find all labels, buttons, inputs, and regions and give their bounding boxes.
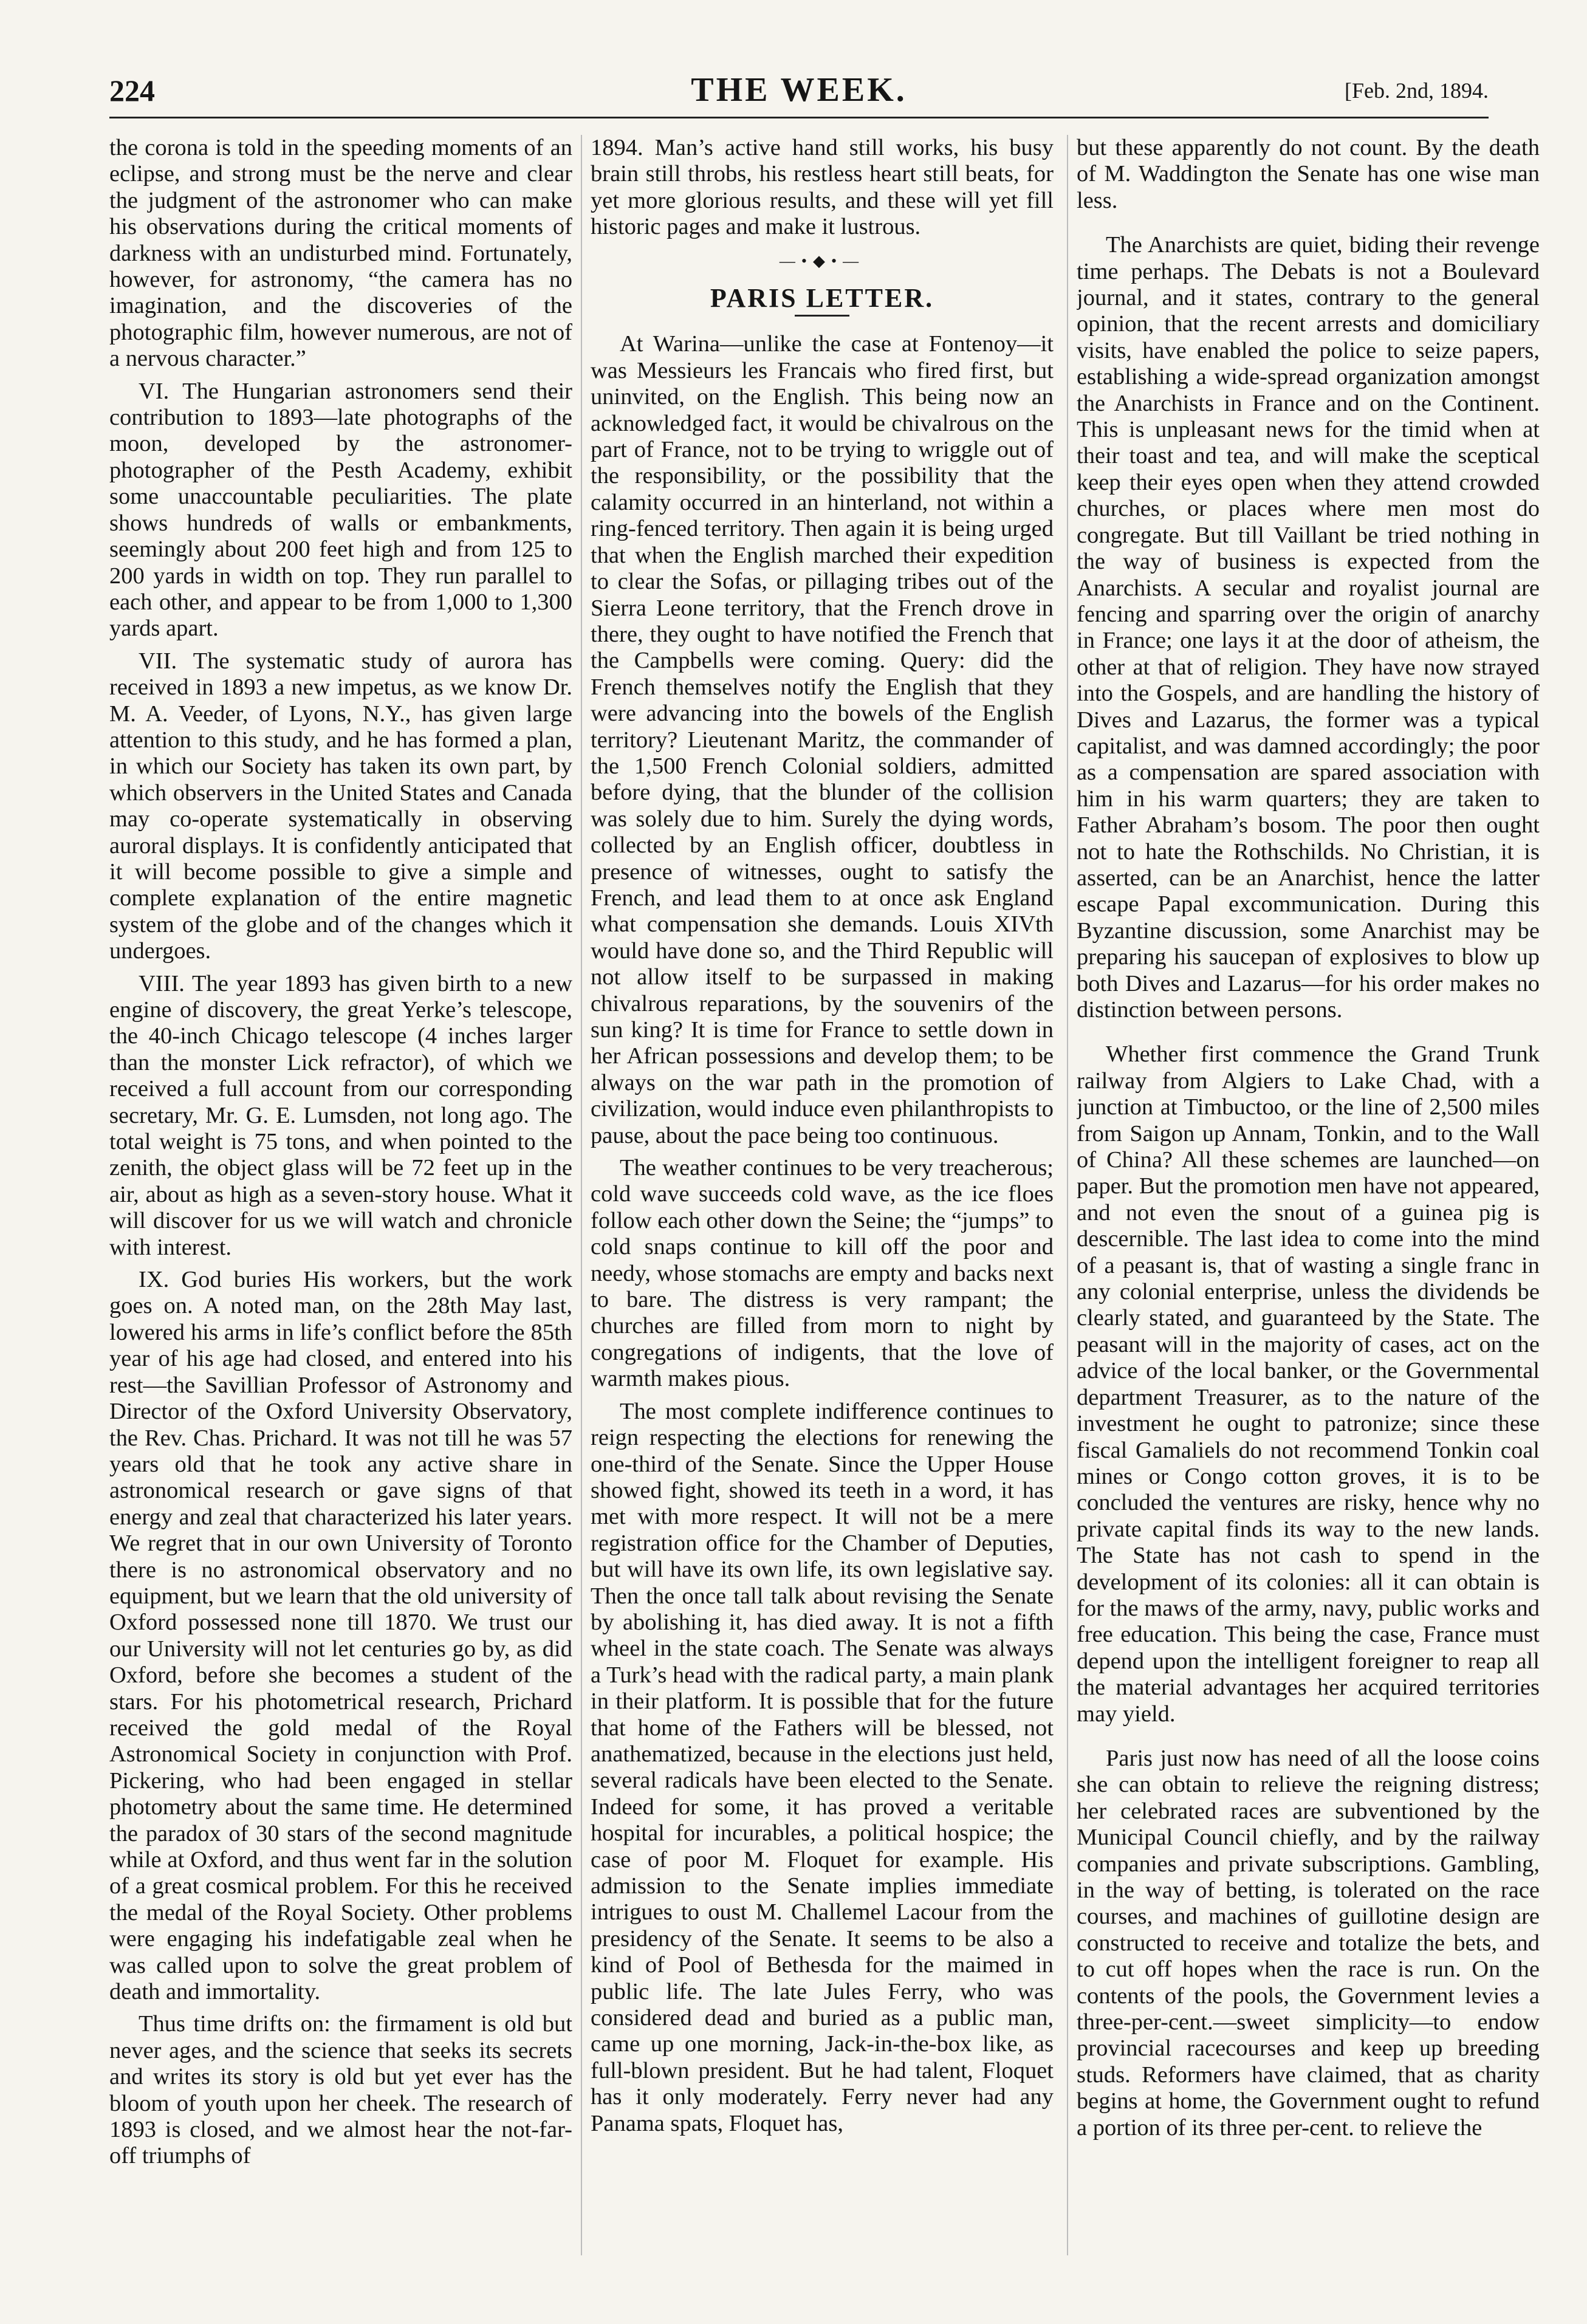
paragraph: VIII. The year 1893 has given birth to a new engine of discovery, the great Yerke’s telescope, the 40-inch Chicago telescope (4 inches larger than the monster Lick refractor), of which we received a full account from our corresponding secretary, Mr. G. E. Lumsden, not long ago. The total weight is 75 tons, and when pointed to the zenith, the object glass will be 72 feet up in the air, about as high as a seven-story house. What it will discover for us we will watch and chronicle with interest. [109, 970, 572, 1260]
column-3 [1077, 135, 1540, 2255]
paragraph: but these apparently do not count. By the death of M. Waddington the Senate has one wise man less. [1077, 135, 1540, 213]
paragraph: Thus time drifts on: the firmament is old but never ages, and the science that seeks its secrets and writes its story is old but yet ever has the bloom of youth upon her cheek. The research of 1893 is closed, and we almost hear the not-far-off triumphs of [109, 2011, 572, 2169]
paragraph: 1894. Man’s active hand still works, his busy brain still throbs, his restless heart still beats, for yet more glorious results, and these will yet fill historic pages and make it lustrous. [591, 135, 1054, 240]
issue-date: [Feb. 2nd, 1894. [1345, 78, 1489, 103]
page-number: 224 [109, 74, 155, 108]
paragraph: Paris just now has need of all the loose coins she can obtain to relieve the reigning distress; her celebrated races are subventioned by the Municipal Council chiefly, and by the railway companies and private subscriptions. Gambling, in the way of betting, is tolerated on the race courses, and machines of guillotine design are constructed to receive and totalize the bets, and to cut off hopes when the race is run. On the contents of the pools, the Government levies a three-per-cent.—sweet simplicity—to endow provincial racecourses and keep up breeding studs. Reformers have claimed, that as charity begins at home, the Government ought to refund a portion of its three per-cent. to relieve the [1077, 1745, 1540, 2141]
section-title: PARIS LETTER. [710, 283, 934, 314]
paragraph: The weather continues to be very treacherous; cold wave succeeds cold wave, as the ice floes follow each other down the Seine; the “jumps” to cold snaps continue to kill off the poor and needy, whose stomachs are empty and backs next to bare. The distress is very rampant; the churches are filled from morn to night by congregations of indigents, that the love of warmth makes pious. [591, 1155, 1054, 1392]
paragraph: Whether first commence the Grand Trunk railway from Algiers to Lake Chad, with a junction at Timbuctoo, or the line of 2,500 miles from Saigon up Annam, Tonkin, and to the Wall of China? All these schemes are launched—on paper. But the promotion men have not appeared, and not even the snout of a guinea pig is descernible. The last idea to come into the mind of a peasant is, that of wasting a single franc in any colonial enterprise, unless the dividends be clearly stated, and guaranteed by the State. The peasant will in the majority of cases, act on the advice of the local banker, or the Governmental department Treasurer, as to the nature of the investment he ought to patronize; since these fiscal Gamaliels do not recommend Tonkin coal mines or Congo cotton groves, it is to be concluded the ventures are risky, hence why no private capital finds its way to the new lands. The State has not cash to spend in the development of its colonies: all it can obtain is for the maws of the army, navy, public works and free education. This being the case, France must depend upon the intelligent foreigner to reap all the material advantages her acquired territories may yield. [1077, 1041, 1540, 1727]
column-divider [1067, 135, 1068, 2255]
journal-title: THE WEEK. [691, 71, 907, 109]
paragraph: IX. God buries His workers, but the work goes on. A noted man, on the 28th May last, lowered his arms in life’s conflict before the 85th year of his age had closed, and entered into his rest—the Savillian Professor of Astronomy and Director of the Oxford University Observatory, the Rev. Chas. Prichard. It was not till he was 57 years old that he took any active share in astronomical research or gave signs of that energy and zeal that characterized his later years. We regret that in our own University of Toronto there is no astronomical observatory and no equipment, but we learn that the old university of Oxford possessed none till 1870. We trust our our University will not let centuries go by, as did Oxford, before she becomes a student of the stars. For his photometrical research, Prichard received the gold medal of the Royal Astronomical Society in conjunction with Prof. Pickering, who had been engaged in stellar photometry about the same time. He determined the paradox of 30 stars of the second magnitude while at Oxford, and thus went far in the solution of a great cosmical problem. For this he received the medal of the Royal Society. Other problems were engaging his indefatigable zeal when he was called upon to solve the great problem of death and immortality. [109, 1267, 572, 2005]
paragraph: The Anarchists are quiet, biding their revenge time perhaps. The Debats is not a Boulevard journal, and it states, contrary to the general opinion, that the recent arrests and domiciliary visits, have enabled the police to seize papers, establishing a wide-spread organization amongst the Anarchists in France and on the Continent. This is unpleasant news for the timid when at their toast and tea, and will make the sceptical keep their eyes open when they attend crowded churches, or places where men most do congregate. But till Vaillant be tried nothing in the way of business is expected from the Anarchists. A secular and royalist journal are fencing and sparring over the origin of anarchy in France; one lays it at the door of atheism, the other at that of religion. They have now strayed into the Gospels, and are handling the history of Dives and Lazarus, the former was a typical capitalist, and was damned accordingly; the poor as a compensation are spared association with him in his warm quarters; they are taken to Father Abraham’s bosom. The poor then ought not to hate the Rothschilds. No Christian, it is asserted, can be an Anarchist, hence the latter escape Papal excommunication. During this Byzantine discussion, some Anarchist may be preparing his saucepan of explosives to blow up both Dives and Lazarus—for his order makes no distinction between persons. [1077, 232, 1540, 1023]
paragraph: the corona is told in the speeding moments of an eclipse, and strong must be the nerve and clear the judgment of the astronomer who can make his observations during the critical moments of darkness with an undisturbed mind. Fortunately, however, for astronomy, “the camera has no imagination, and the discoveries of the photographic film, however numerous, are not of a nervous character.” [109, 135, 572, 372]
page-header [109, 68, 1489, 118]
paragraph: The most complete indifference continues to reign respecting the elections for renewing the one-third of the Senate. Since the Upper House showed fight, showed its teeth in a word, it has met with more respect. It will not be a mere registration office for the Chamber of Deputies, but will have its own life, its own legislative say. Then the once tall talk about revising the Senate by abolishing it, has died away. It is not a fifth wheel in the state coach. The Senate was always a Turk’s head with the radical party, a main plank in their platform. It is possible that for the future that home of the Fathers will be blessed, not anathematized, because in the elections just held, several radicals have been elected to the Senate. Indeed for some, it has proved a veritable hospital for incurables, a political hospice; the case of poor M. Floquet for example. His admission to the Senate implies immediate intrigues to oust M. Challemel Lacour from the presidency of the Senate. It seems to be also a kind of Pool of Bethesda for the maimed in public life. The late Jules Ferry, who was considered dead and buried as a public man, came up one morning, Jack-in-the-box like, as full-blown president. But he had talent, Floquet has it only moderately. Ferry never had any Panama spats, Floquet has, [591, 1398, 1054, 2136]
paragraph: VI. The Hungarian astronomers send their contribution to 1893—late photographs of the moon, developed by the astronomer-photographer of the Pesth Academy, exhibit some unaccountable peculiarities. The plate shows hundreds of walls or embankments, seemingly about 200 feet high and from 125 to 200 yards in width on top. They run parallel to each other, and appear to be from 1,000 to 1,300 yards apart. [109, 378, 572, 642]
column-divider [581, 135, 582, 2255]
column-2 [591, 135, 1054, 2255]
title-rule [795, 315, 849, 317]
paragraph: VII. The systematic study of aurora has received in 1893 a new impetus, as we know Dr. M. A. Veeder, of Lyons, N.Y., has given large attention to this study, and he has formed a plan, in which our Society has taken its own part, by which observers in the United States and Canada may co-operate systematically in observing auroral displays. It is confidently anticipated that it will become possible to give a simple and complete explanation of the entire magnetic system of the globe and of the changes which it undergoes. [109, 648, 572, 964]
column-1 [109, 135, 572, 2255]
paragraph: At Warina—unlike the case at Fontenoy—it was Messieurs les Francais who fired first, but uninvited, on the English. This being now an acknowledged fact, it would be chivalrous on the part of France, not to be trying to wriggle out of the responsibility, or the possibility that the calamity occurred in an hinterland, not within a ring-fenced territory. Then again it is being urged that when the English marched their expedition to clear the Sofas, or pillaging tribes out of the Sierra Leone territory, that the French drove in there, they ought to have notified the French that the Campbells were coming. Query: did the French themselves notify the English that they were advancing into the bowels of the English territory? Lieutenant Maritz, the commander of the 1,500 French Colonial soldiers, admitted before dying, that the blunder of the collision was solely due to him. Surely the dying words, collected by an English officer, doubtless in presence of witnesses, ought to satisfy the French, and lead them to at once ask England what compensation she demands. Louis XIVth would have done so, and the Third Republic will not allow itself to be surpassed in making chivalrous reparations, by the souvenirs of the sun king? It is time for France to settle down in her African possessions and develop them; to be always on the war path in the promotion of civilization, would induce even philanthropists to pause, about the pace being too continuous. [591, 331, 1054, 1148]
section-ornament: —•◆•— [779, 252, 865, 270]
